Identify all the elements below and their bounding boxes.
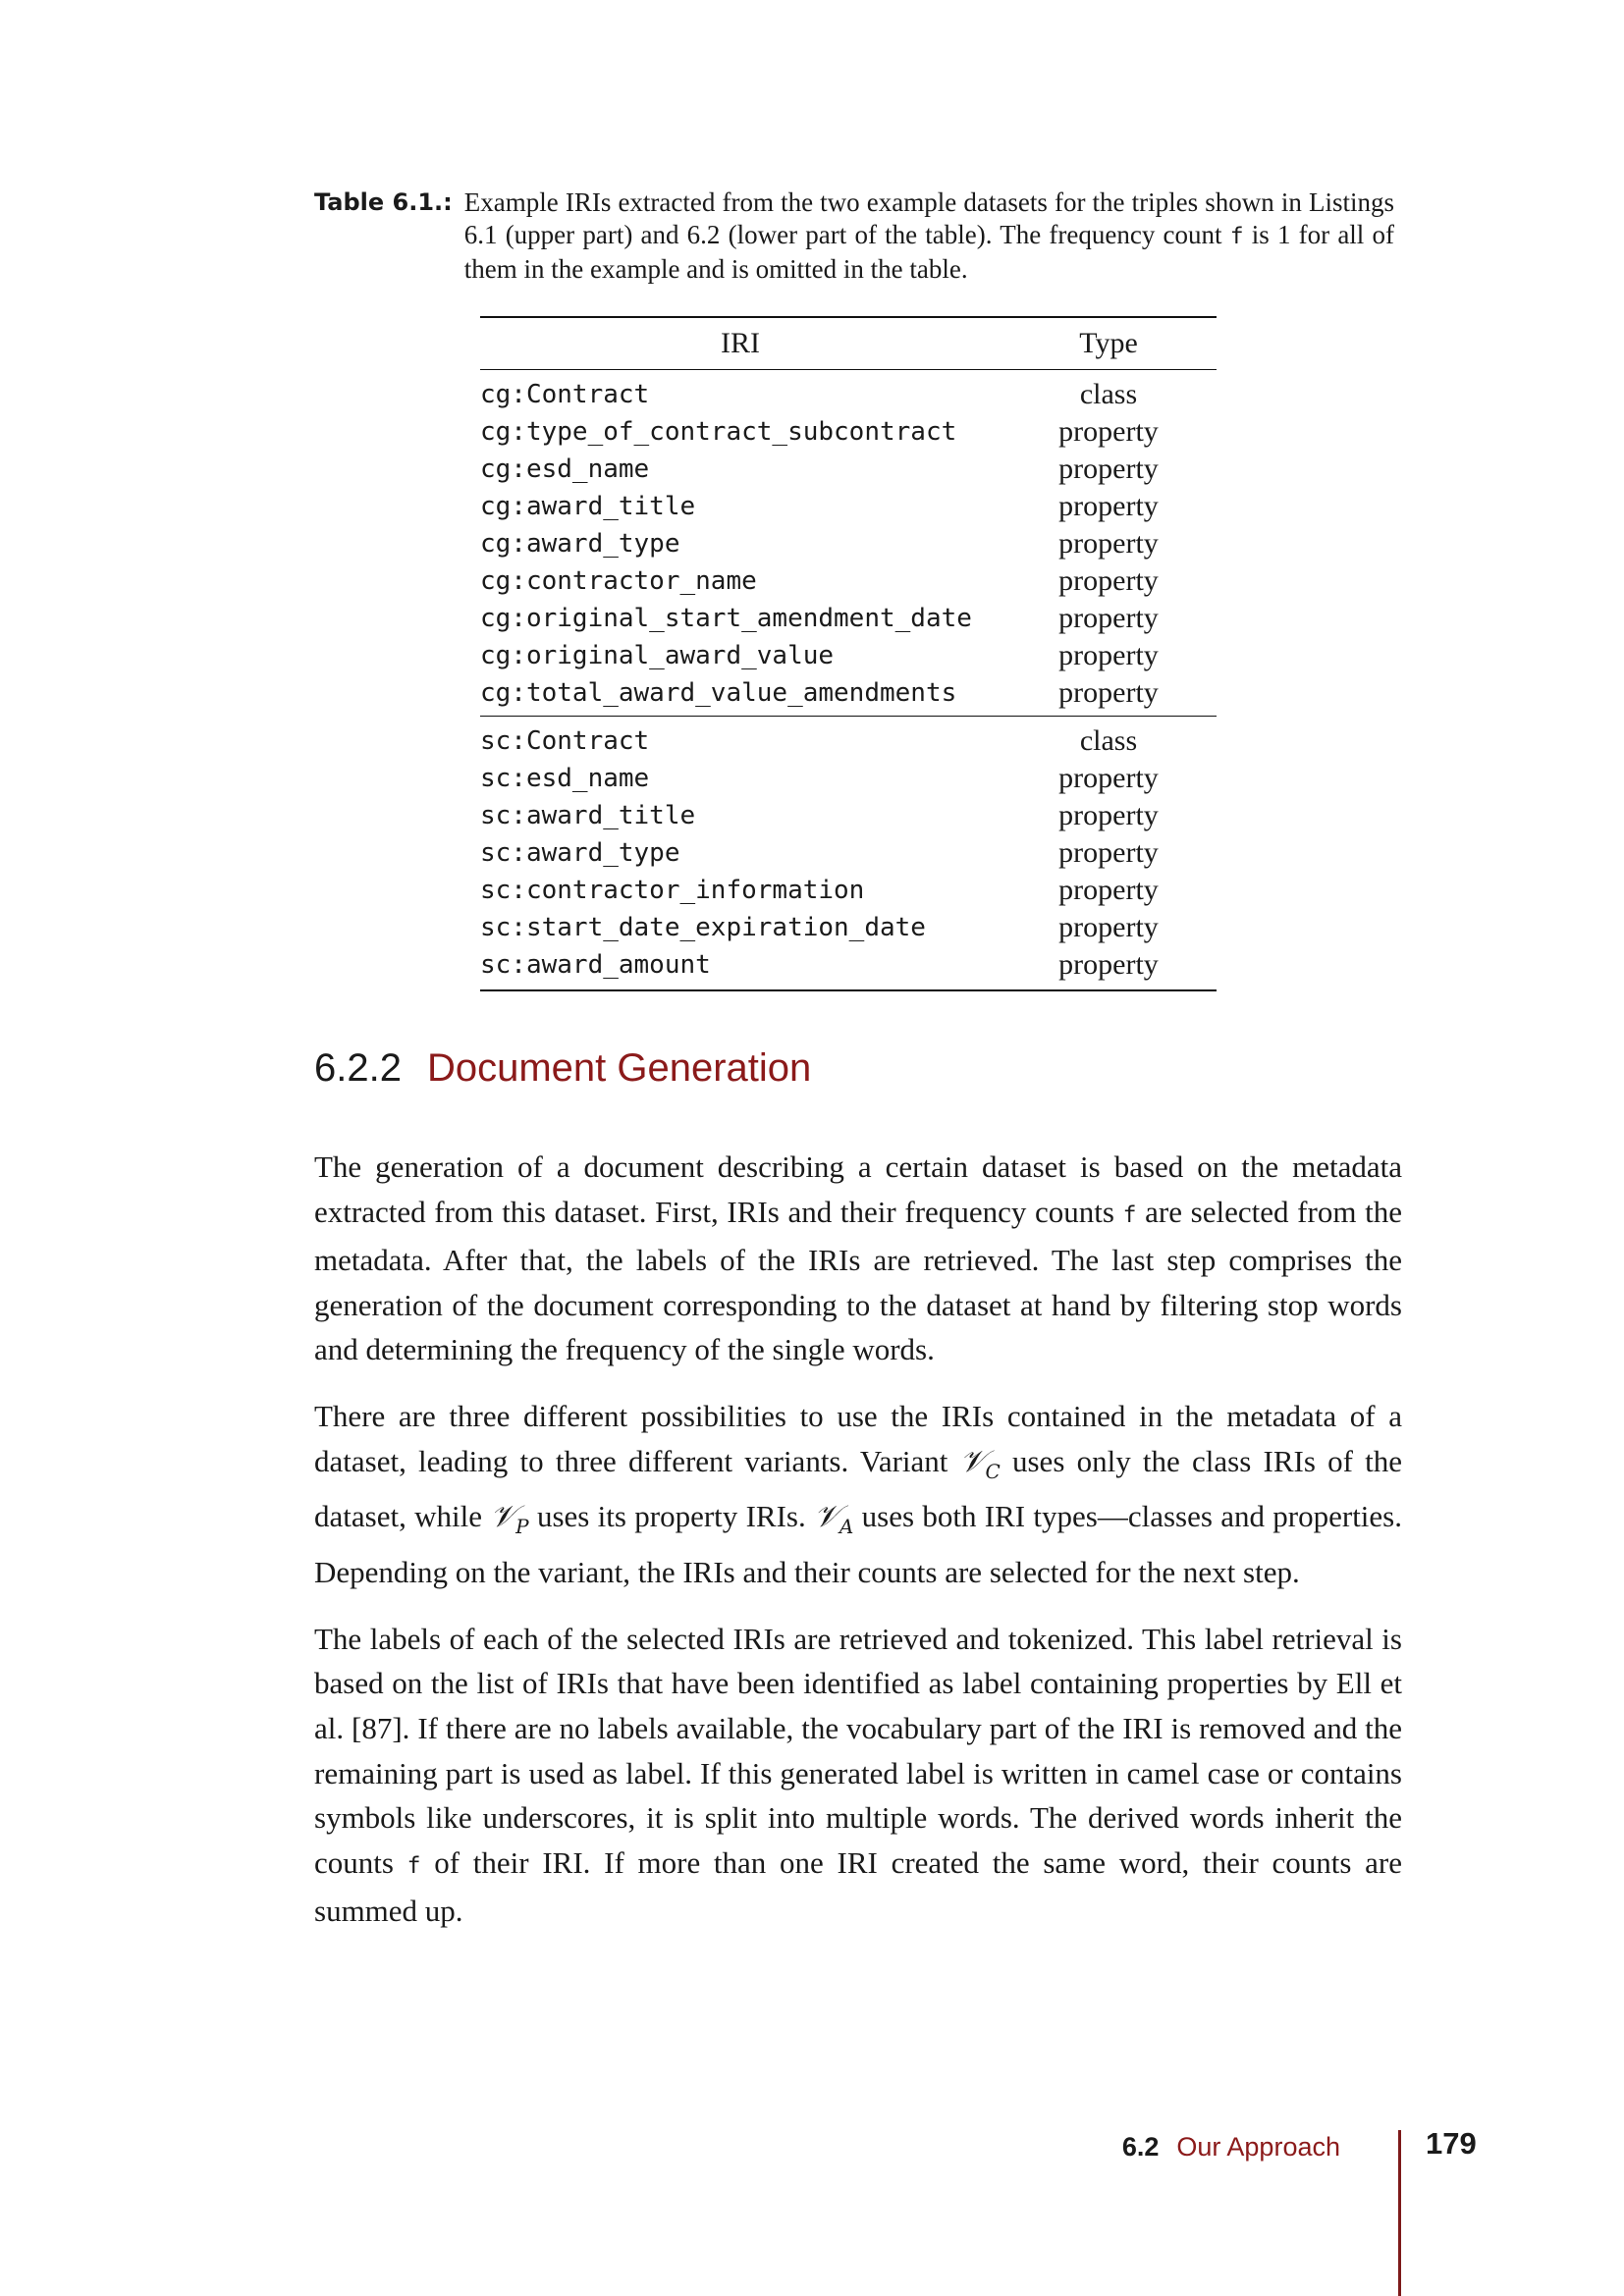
type-cell: property (1058, 676, 1159, 709)
table-group-sc (480, 717, 1217, 991)
body-text (314, 1145, 1402, 1955)
iri-cell: cg:total_award_value_amendments (480, 678, 957, 708)
iri-cell: cg:type_of_contract_subcontract (480, 417, 957, 447)
type-cell: property (1058, 911, 1159, 943)
iri-cell: cg:esd_name (480, 454, 650, 484)
type-cell: property (1058, 948, 1159, 981)
iri-table (480, 316, 1217, 991)
type-cell: class (1079, 378, 1138, 410)
table-row (480, 451, 1217, 488)
iri-cell: cg:contractor_name (480, 566, 757, 596)
table-row (480, 637, 1217, 674)
table-row (480, 370, 1217, 414)
table-row (480, 488, 1217, 525)
iri-cell: sc:start_date_expiration_date (480, 913, 926, 942)
table-row (480, 760, 1217, 797)
caption-label: Table 6.1.: (314, 188, 453, 216)
footer-vertical-rule (1398, 2130, 1401, 2296)
table-row (480, 909, 1217, 946)
variant-va: 𝒱$_A$ (814, 1499, 854, 1539)
footer-section-number: 6.2 (1121, 2132, 1160, 2162)
caption-var-f: f (1229, 224, 1244, 249)
running-footer (1080, 2132, 1340, 2163)
iri-cell: sc:esd_name (480, 764, 650, 793)
column-header-iri: IRI (480, 317, 1001, 370)
iri-cell: sc:award_type (480, 838, 680, 868)
type-cell: property (1058, 874, 1159, 906)
table-row (480, 525, 1217, 562)
page-number: 179 (1426, 2126, 1477, 2161)
caption-text: Example IRIs extracted from the two example datasets for the triples shown in Listings 6.1 (upper part) and 6.2 (lower part of the table). The frequency count f is 1 for all of them in the example and is omitted in the table. (463, 187, 1394, 284)
type-cell: class (1079, 724, 1138, 757)
iri-cell: cg:original_start_amendment_date (480, 604, 972, 633)
iri-cell: cg:original_award_value (480, 641, 835, 670)
table-row (480, 797, 1217, 834)
table-row (480, 834, 1217, 872)
table-group-cg (480, 370, 1217, 717)
table-row (480, 872, 1217, 909)
iri-cell: cg:award_type (480, 529, 680, 559)
section-number: 6.2.2 (314, 1046, 402, 1090)
type-cell: property (1058, 527, 1159, 560)
table-row (480, 674, 1217, 717)
type-cell: property (1058, 564, 1159, 597)
type-cell: property (1058, 799, 1159, 831)
table-row (480, 600, 1217, 637)
var-f: f (406, 1852, 421, 1879)
type-cell: property (1058, 762, 1159, 794)
section-heading (314, 1044, 811, 1092)
type-cell: property (1058, 602, 1159, 634)
footer-section-title: Our Approach (1176, 2132, 1340, 2162)
table-caption (314, 187, 1394, 286)
type-cell: property (1058, 836, 1159, 869)
paragraph-2: There are three different possibilities to use the IRIs contained in the metadata of a dataset, leading to three different variants. Variant 𝒱$_C$ uses only the class IRIs of the dataset, while 𝒱$_P$ uses its property IRIs. 𝒱$_A$ uses both IRI types—classes and properties. Depending on the variant, the IRIs and their counts are selected for the next step. (314, 1398, 1403, 1590)
variant-vp: 𝒱$_P$ (490, 1499, 529, 1539)
iri-cell: sc:award_amount (480, 950, 711, 980)
section-title: Document Generation (426, 1046, 812, 1090)
iri-cell: cg:Contract (480, 380, 650, 409)
column-header-type: Type (1001, 317, 1217, 370)
table-row (480, 946, 1217, 990)
table-row (480, 717, 1217, 761)
table-header-row (480, 317, 1217, 370)
iri-cell: cg:award_title (480, 492, 696, 521)
type-cell: property (1058, 453, 1159, 485)
table-row (480, 413, 1217, 451)
var-f: f (1122, 1201, 1137, 1228)
type-cell: property (1058, 490, 1159, 522)
iri-cell: sc:Contract (480, 726, 650, 756)
paragraph-3: The labels of each of the selected IRIs are retrieved and tokenized. This label retrieval is based on the list of IRIs that have been identified as label containing properties by Ell et al. [87]. If there are no labels available, the vocabulary part of the IRI is removed and the remaining part is used as label. If this generated label is written in camel case or contains symbols like underscores, it is split into multiple words. The derived words inherit the counts f of their IRI. If more than one IRI created the same word, their counts are summed up. (314, 1621, 1403, 1929)
paragraph-1: The generation of a document describing a certain dataset is based on the metadata extracted from this dataset. First, IRIs and their frequency counts f are selected from the metadata. After that, the labels of the IRIs are retrieved. The last step comprises the generation of the document corresponding to the dataset at hand by filtering stop words and determining the frequency of the single words. (314, 1149, 1402, 1367)
type-cell: property (1058, 639, 1159, 671)
iri-cell: sc:contractor_information (480, 876, 865, 905)
variant-vc: 𝒱$_C$ (959, 1443, 1001, 1483)
type-cell: property (1058, 415, 1159, 448)
iri-cell: sc:award_title (480, 801, 696, 830)
table-row (480, 562, 1217, 600)
